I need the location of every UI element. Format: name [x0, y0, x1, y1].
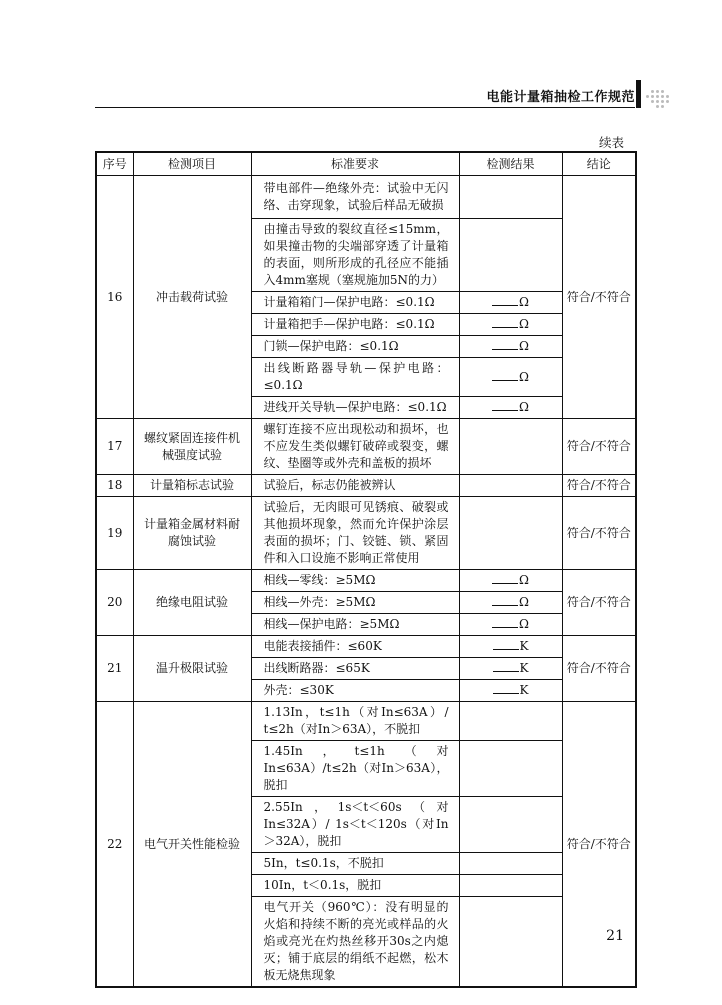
test-item: 温升极限试验 [133, 636, 251, 702]
test-result-field[interactable] [459, 219, 562, 292]
test-result-field[interactable] [459, 475, 562, 497]
row-number: 17 [96, 419, 133, 475]
test-result-field[interactable] [459, 875, 562, 897]
standard-requirement: 由撞击导致的裂纹直径≤15mm，如果撞击物的尖端部穿透了计量箱的表面，则所形成的孔径应不能插入4mm塞规（塞规施加5N的力） [251, 219, 459, 292]
standard-requirement: 相线—外壳：≥5MΩ [251, 592, 459, 614]
result-unit: K [519, 661, 529, 675]
row-number: 16 [96, 176, 133, 419]
result-blank[interactable] [493, 638, 519, 650]
row-number: 21 [96, 636, 133, 702]
standard-requirement: 出线断路器：≤65K [251, 658, 459, 680]
inspection-table [95, 151, 637, 988]
dot-pattern-decoration [646, 89, 672, 107]
standard-requirement: 带电部件—绝缘外壳：试验中无闪络、击穿现象，试验后样品无破损 [251, 176, 459, 219]
table-body [96, 176, 636, 988]
test-result-field[interactable] [459, 176, 562, 219]
row-number: 18 [96, 475, 133, 497]
conclusion: 符合/不符合 [562, 497, 636, 570]
standard-requirement: 试验后，无肉眼可见锈痕、破裂或其他损坏现象，然而允许保护涂层表面的损坏；门、铰链、锁、紧固件和入口设施不影响正常使用 [251, 497, 459, 570]
test-result-field[interactable] [459, 614, 562, 636]
test-result-field[interactable] [459, 419, 562, 475]
table-row [96, 570, 636, 592]
result-unit: Ω [519, 400, 529, 414]
test-result-field[interactable] [459, 397, 562, 419]
test-result-field[interactable] [459, 658, 562, 680]
header-bar-decoration [636, 80, 641, 108]
result-blank[interactable] [492, 399, 518, 411]
result-blank[interactable] [492, 572, 518, 584]
conclusion: 符合/不符合 [562, 475, 636, 497]
standard-requirement: 1.13In，t≤1h（对In≤63A）/ t≤2h（对In＞63A），不脱扣 [251, 702, 459, 741]
result-unit: Ω [519, 369, 529, 384]
test-item: 计量箱金属材料耐腐蚀试验 [133, 497, 251, 570]
conclusion: 符合/不符合 [562, 636, 636, 702]
result-unit: Ω [519, 573, 529, 587]
standard-requirement: 相线—零线：≥5MΩ [251, 570, 459, 592]
test-result-field[interactable] [459, 702, 562, 741]
standard-requirement: 门锁—保护电路：≤0.1Ω [251, 336, 459, 358]
result-blank[interactable] [492, 338, 518, 350]
continued-label: 续表 [598, 135, 624, 150]
test-item: 电气开关性能检验 [133, 702, 251, 988]
table-row [96, 497, 636, 570]
result-unit: Ω [519, 595, 529, 609]
result-unit: Ω [519, 617, 529, 631]
test-result-field[interactable] [459, 797, 562, 853]
standard-requirement: 试验后，标志仍能被辨认 [251, 475, 459, 497]
column-header: 标准要求 [251, 152, 459, 176]
header-rule [95, 107, 635, 108]
test-result-field[interactable] [459, 314, 562, 336]
test-result-field[interactable] [459, 497, 562, 570]
row-number: 19 [96, 497, 133, 570]
result-unit: Ω [519, 317, 529, 331]
test-result-field[interactable] [459, 358, 562, 397]
page-number: 21 [606, 928, 624, 944]
table-header-row [96, 152, 636, 176]
table-row [96, 176, 636, 219]
standard-requirement: 外壳：≤30K [251, 680, 459, 702]
conclusion: 符合/不符合 [562, 570, 636, 636]
result-unit: Ω [519, 295, 529, 309]
test-item: 绝缘电阻试验 [133, 570, 251, 636]
result-blank[interactable] [492, 616, 518, 628]
standard-requirement: 计量箱箱门—保护电路：≤0.1Ω [251, 292, 459, 314]
standard-requirement: 出线断路器导轨—保护电路：≤0.1Ω [251, 358, 459, 397]
column-header: 序号 [96, 152, 133, 176]
standard-requirement: 进线开关导轨—保护电路：≤0.1Ω [251, 397, 459, 419]
standard-requirement: 电能表接插件：≤60K [251, 636, 459, 658]
test-result-field[interactable] [459, 636, 562, 658]
test-result-field[interactable] [459, 897, 562, 988]
test-item: 冲击载荷试验 [133, 176, 251, 419]
row-number: 20 [96, 570, 133, 636]
column-header: 检测结果 [459, 152, 562, 176]
standard-requirement: 1.45In，t≤1h（对In≤63A）/t≤2h（对In＞63A），脱扣 [251, 741, 459, 797]
standard-requirement: 计量箱把手—保护电路：≤0.1Ω [251, 314, 459, 336]
row-number: 22 [96, 702, 133, 988]
table-row [96, 419, 636, 475]
standard-requirement: 2.55In，1s＜t＜60s（对In≤32A）/ 1s＜t＜120s（对In＞32A），脱扣 [251, 797, 459, 853]
test-result-field[interactable] [459, 741, 562, 797]
column-header: 结论 [562, 152, 636, 176]
standard-requirement: 相线—保护电路：≥5MΩ [251, 614, 459, 636]
conclusion: 符合/不符合 [562, 176, 636, 419]
running-header [95, 74, 635, 108]
test-item: 计量箱标志试验 [133, 475, 251, 497]
result-unit: K [519, 683, 529, 697]
table-row [96, 702, 636, 741]
test-result-field[interactable] [459, 292, 562, 314]
test-result-field[interactable] [459, 592, 562, 614]
standard-requirement: 5In，t≤0.1s，不脱扣 [251, 853, 459, 875]
test-result-field[interactable] [459, 570, 562, 592]
standard-requirement: 10In，t＜0.1s，脱扣 [251, 875, 459, 897]
result-blank[interactable] [492, 369, 518, 381]
result-unit: Ω [519, 339, 529, 353]
running-header-title: 电能计量箱抽检工作规范 [486, 90, 635, 105]
test-item: 螺纹紧固连接件机械强度试验 [133, 419, 251, 475]
result-blank[interactable] [492, 294, 518, 306]
standard-requirement: 螺钉连接不应出现松动和损坏，也不应发生类似螺钉破碎或裂变，螺纹、垫圈等或外壳和盖板的损坏 [251, 419, 459, 475]
conclusion: 符合/不符合 [562, 419, 636, 475]
result-blank[interactable] [492, 316, 518, 328]
result-blank[interactable] [492, 594, 518, 606]
result-blank[interactable] [493, 682, 519, 694]
result-unit: K [519, 639, 529, 653]
conclusion: 符合/不符合 [562, 702, 636, 988]
test-result-field[interactable] [459, 336, 562, 358]
result-blank[interactable] [493, 660, 519, 672]
test-result-field[interactable] [459, 680, 562, 702]
column-header: 检测项目 [133, 152, 251, 176]
table-row [96, 475, 636, 497]
standard-requirement: 电气开关（960℃）：没有明显的火焰和持续不断的亮光或样品的火焰或亮光在灼热丝移开30s之内熄灭；铺于底层的绢纸不起燃，松木板无烧焦现象 [251, 897, 459, 988]
table-row [96, 636, 636, 658]
test-result-field[interactable] [459, 853, 562, 875]
